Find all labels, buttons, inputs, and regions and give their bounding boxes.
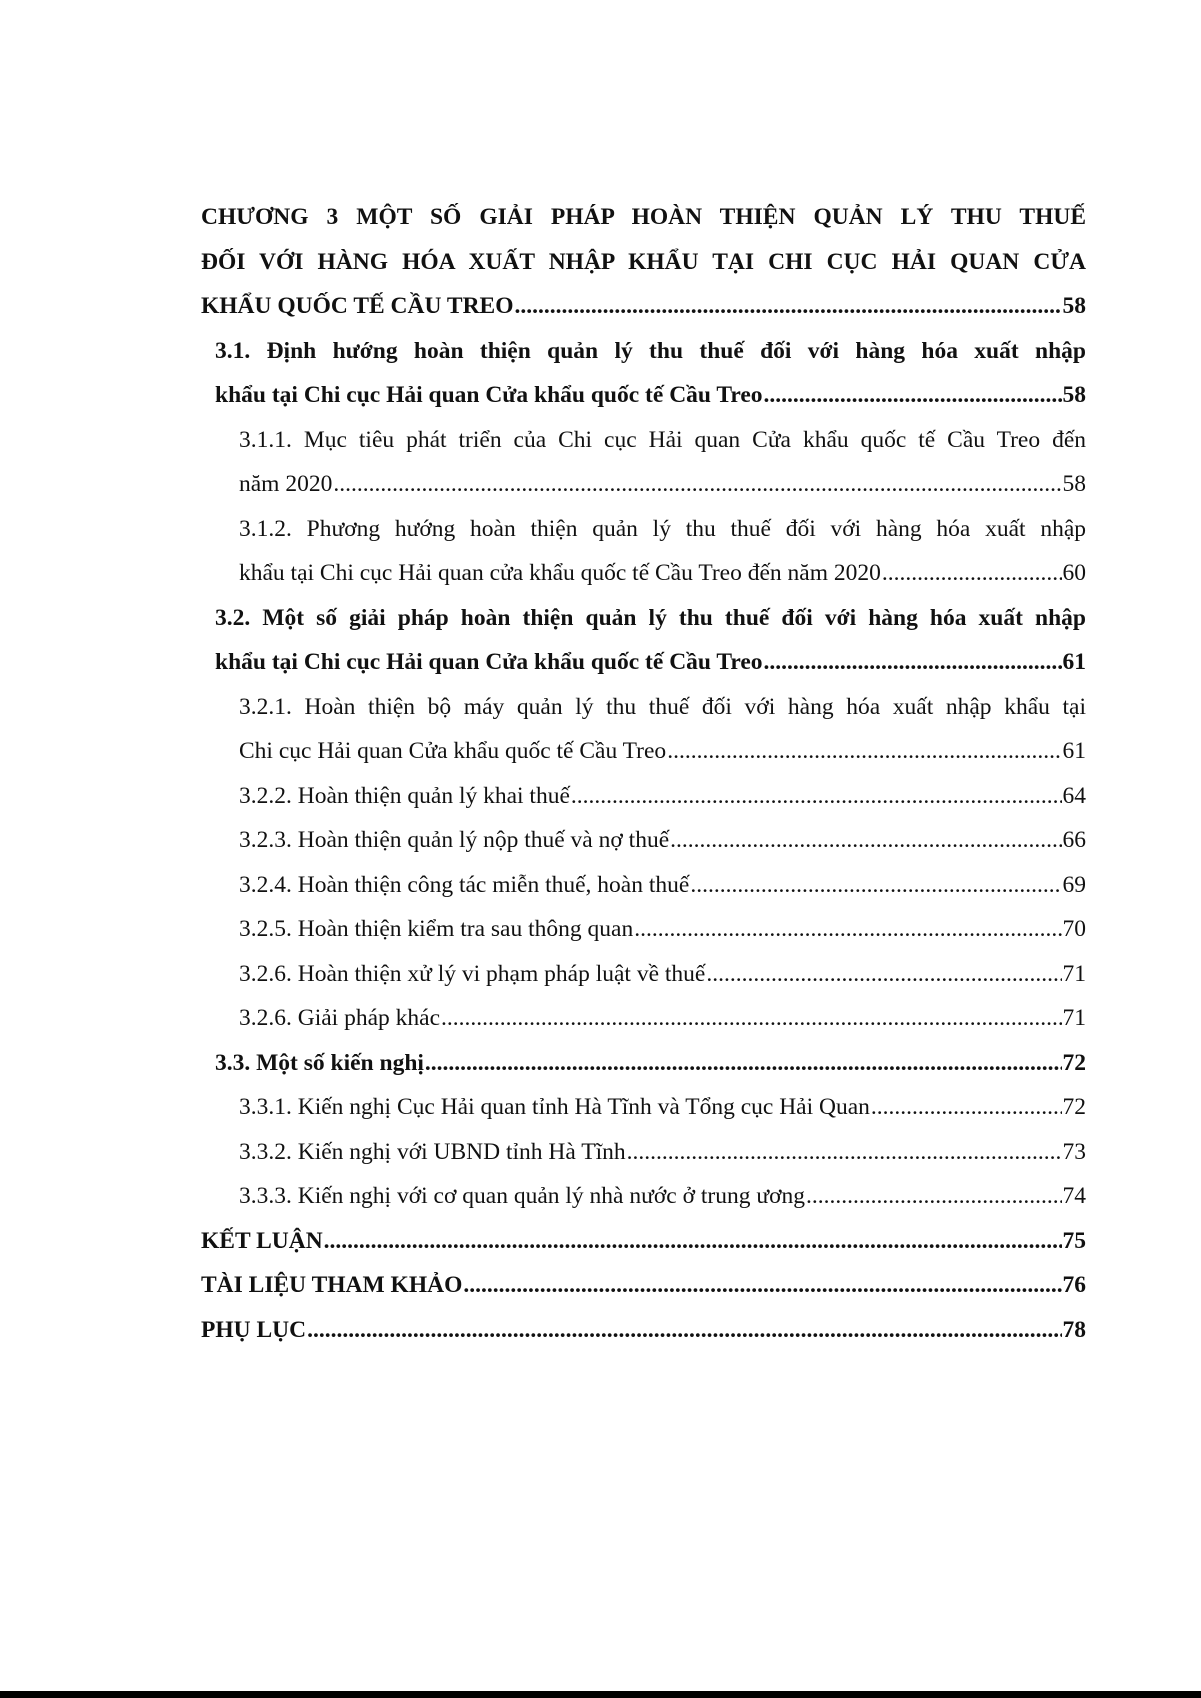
dot-leader: [634, 907, 1061, 952]
dot-leader: [670, 818, 1061, 863]
toc-page-number: 61: [1062, 738, 1086, 764]
toc-entry[interactable]: [239, 774, 1086, 819]
toc-page-number: 71: [1062, 960, 1086, 987]
toc-entry-title: khẩu tại Chi cục Hải quan cửa khẩu quốc tế Cầu Treo đến năm 2020: [239, 560, 881, 586]
toc-entry-last-line: [239, 729, 1086, 774]
toc-entry-last-line: [239, 462, 1086, 507]
toc-page-number: 78: [1062, 1316, 1086, 1343]
dot-leader: [627, 1130, 1062, 1175]
toc-entry-title: 3.2.6. Hoàn thiện xử lý vi phạm pháp luật về thuế: [239, 960, 706, 987]
toc-entry-last-line: [215, 373, 1086, 418]
toc-entry-last-line: [239, 1130, 1086, 1175]
toc-entry[interactable]: [239, 818, 1086, 863]
toc-entry-last-line: [239, 952, 1086, 997]
toc-entry[interactable]: [239, 907, 1086, 952]
toc-entry-last-line: [201, 1308, 1086, 1353]
toc-entry-last-line: [239, 1085, 1086, 1130]
toc-page-number: 76: [1062, 1272, 1086, 1298]
toc-page-number: 58: [1062, 471, 1086, 497]
toc-entry-line: ĐỐI VỚI HÀNG HÓA XUẤT NHẬP KHẨU TẠI CHI CỤC HẢI QUAN CỬA: [201, 248, 1086, 275]
dot-leader: [571, 774, 1062, 819]
dot-leader: [706, 952, 1061, 997]
toc-entry[interactable]: [201, 195, 1086, 329]
toc-entry-title: năm 2020: [239, 471, 333, 497]
toc-page-number: 71: [1062, 1005, 1086, 1031]
toc-page-number: 74: [1062, 1183, 1086, 1209]
toc-entry-title: Chi cục Hải quan Cửa khẩu quốc tế Cầu Treo: [239, 738, 667, 764]
toc-entry-last-line: [239, 907, 1086, 952]
toc-entry[interactable]: [239, 996, 1086, 1041]
toc-entry[interactable]: [215, 596, 1086, 685]
toc-entry-line: 3.2. Một số giải pháp hoàn thiện quản lý thu thuế đối với hàng hóa xuất nhập: [215, 604, 1086, 631]
toc-entry-title: 3.2.6. Giải pháp khác: [239, 1005, 441, 1031]
dot-leader: [764, 373, 1062, 418]
dot-leader: [764, 640, 1062, 685]
toc-entry[interactable]: [239, 685, 1086, 774]
toc-entry-last-line: [239, 1174, 1086, 1219]
toc-entry[interactable]: [239, 952, 1086, 997]
toc-page-number: 58: [1062, 293, 1086, 319]
toc-entry[interactable]: [239, 863, 1086, 908]
toc-entry-last-line: [239, 863, 1086, 908]
toc-entry[interactable]: [201, 1263, 1086, 1308]
dot-leader: [667, 729, 1061, 774]
toc-entry-title: PHỤ LỤC: [201, 1316, 307, 1343]
toc-entry-title: 3.3.3. Kiến nghị với cơ quan quản lý nhà nước ở trung ương: [239, 1183, 806, 1209]
toc-entry[interactable]: [239, 1130, 1086, 1175]
dot-leader: [806, 1174, 1061, 1219]
dot-leader: [333, 462, 1061, 507]
toc-entry-line: 3.2.1. Hoàn thiện bộ máy quản lý thu thuế đối với hàng hóa xuất nhập khẩu tại: [239, 693, 1086, 720]
toc-entry-line: 3.1.1. Mục tiêu phát triển của Chi cục Hải quan Cửa khẩu quốc tế Cầu Treo đến: [239, 426, 1086, 453]
dot-leader: [690, 863, 1061, 908]
toc-entry[interactable]: [201, 1308, 1086, 1353]
dot-leader: [441, 996, 1061, 1041]
toc-entry-last-line: [239, 774, 1086, 819]
toc-entry-title: 3.3.2. Kiến nghị với UBND tỉnh Hà Tĩnh: [239, 1138, 626, 1165]
toc-entry-last-line: [201, 1219, 1086, 1264]
dot-leader: [871, 1085, 1062, 1130]
dot-leader: [882, 551, 1062, 596]
toc-page-number: 66: [1062, 827, 1086, 853]
toc-entry-last-line: [201, 284, 1086, 329]
toc-entry-line: CHƯƠNG 3 MỘT SỐ GIẢI PHÁP HOÀN THIỆN QUẢN LÝ THU THUẾ: [201, 204, 1086, 230]
toc-page-number: 72: [1062, 1049, 1086, 1076]
dot-leader: [463, 1263, 1061, 1308]
toc-page-number: 70: [1062, 916, 1086, 942]
toc-entry[interactable]: [239, 418, 1086, 507]
toc-entry-title: khẩu tại Chi cục Hải quan Cửa khẩu quốc tế Cầu Treo: [215, 382, 763, 408]
toc-entry-title: 3.2.5. Hoàn thiện kiểm tra sau thông quan: [239, 916, 634, 942]
toc-entry-title: 3.2.3. Hoàn thiện quản lý nộp thuế và nợ thuế: [239, 827, 670, 853]
toc-entry-title: khẩu tại Chi cục Hải quan Cửa khẩu quốc tế Cầu Treo: [215, 649, 763, 675]
toc-page-number: 73: [1062, 1138, 1086, 1165]
table-of-contents: [201, 195, 1086, 1352]
toc-page-number: 58: [1062, 382, 1086, 408]
page-bottom-border: [0, 1691, 1201, 1698]
toc-page-number: 64: [1062, 782, 1086, 809]
toc-entry-title: KHẨU QUỐC TẾ CẦU TREO: [201, 293, 514, 319]
toc-entry-title: KẾT LUẬN: [201, 1227, 323, 1254]
toc-entry[interactable]: [201, 1219, 1086, 1264]
toc-entry[interactable]: [239, 507, 1086, 596]
dot-leader: [515, 284, 1062, 329]
toc-page-number: 60: [1062, 560, 1086, 586]
toc-entry-title: 3.3.1. Kiến nghị Cục Hải quan tỉnh Hà Tĩnh và Tổng cục Hải Quan: [239, 1094, 870, 1120]
toc-entry-line: 3.1.2. Phương hướng hoàn thiện quản lý thu thuế đối với hàng hóa xuất nhập: [239, 515, 1086, 542]
toc-entry[interactable]: [239, 1085, 1086, 1130]
toc-page-number: 75: [1062, 1227, 1086, 1254]
dot-leader: [425, 1041, 1062, 1086]
toc-entry[interactable]: [215, 1041, 1086, 1086]
toc-entry-last-line: [215, 640, 1086, 685]
dot-leader: [324, 1219, 1062, 1264]
toc-page-number: 61: [1062, 649, 1086, 675]
toc-entry[interactable]: [215, 329, 1086, 418]
toc-entry-last-line: [239, 818, 1086, 863]
toc-entry-title: 3.3. Một số kiến nghị: [215, 1049, 424, 1076]
toc-entry-last-line: [239, 551, 1086, 596]
toc-entry-last-line: [239, 996, 1086, 1041]
toc-entry-title: TÀI LIỆU THAM KHẢO: [201, 1272, 463, 1298]
toc-entry-last-line: [201, 1263, 1086, 1308]
toc-entry-last-line: [215, 1041, 1086, 1086]
toc-entry-line: 3.1. Định hướng hoàn thiện quản lý thu thuế đối với hàng hóa xuất nhập: [215, 337, 1086, 364]
toc-entry[interactable]: [239, 1174, 1086, 1219]
toc-entry-title: 3.2.2. Hoàn thiện quản lý khai thuế: [239, 782, 570, 809]
toc-entry-title: 3.2.4. Hoàn thiện công tác miễn thuế, hoàn thuế: [239, 871, 690, 898]
toc-page-number: 72: [1062, 1094, 1086, 1120]
toc-page-number: 69: [1062, 871, 1086, 898]
dot-leader: [307, 1308, 1061, 1353]
